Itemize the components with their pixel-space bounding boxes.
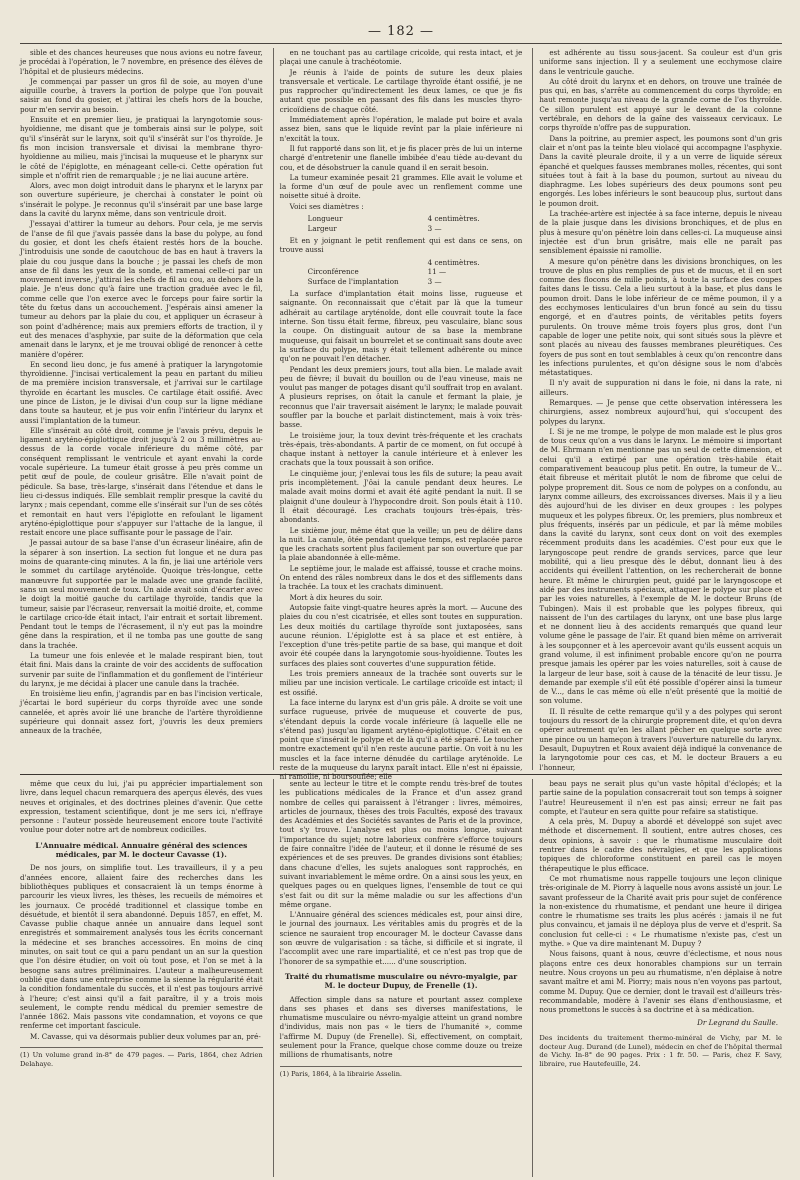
paragraph: Et en y joignant le petit renflement qui est dans ce sens, on trouve aussi — [279, 236, 523, 255]
footnote: (1) Paris, 1864, à la librairie Asselin. — [280, 1066, 523, 1079]
paragraph: Voici ses diamètres : — [289, 201, 364, 211]
paragraph: Affection simple dans sa nature et pourtant assez complexe dans ses phases et dans ses diverses manifestations, le rhumatisme musculaire ou névro-myalgie atteint un grand nombre d'individus, mais non pas « le tiers de l'humanité », comme l'affirme M. Dupuy (de Frenelle). Si, effectivement, on comptait, seulement pour la France, quelque chose comme douze ou treize millions de rhumatisants, notre — [279, 994, 523, 1060]
measure-table-2 — [308, 258, 523, 287]
paragraph: même que ceux du lui, j'ai pu apprécier impartialement son livre, dans lequel chacun remarquera des aperçus élevés, des vues neuves et originales, et des doctrines pleines d'avenir. Que cette expression, testament scientifique, dont je me sers ici, n'effraye personne : l'auteur possède heureusement encore toute l'activité voulue pour doter notre art de nombreux codicilles. — [20, 779, 263, 835]
paragraph: Le cinquième jour, j'enlevai tous les fils de suture; la peau avait pris incomplètement. J'ôai la canule pendant deux heures. Le malade avait moins dormi et avait été agité pendant la nuit. Il se plaignit d'une douleur à l'hypocondre droit. Son pouls était à 110. Il était découragé. Les crachats toujours très-épais, très-abondants. — [279, 468, 523, 525]
paragraph: L'Annuaire général des sciences médicales est, pour ainsi dire, le journal des journaux. Les véritables amis du progrès et de la science ne sauraient trop encourager M. le docteur Cavasse dans son œuvre de vulgarisation : sa tâche, si difficile et si ingrate, il l'accomplit avec une rare impartialité, et ce n'est pas trop que de l'honorer de sa sympathie et...... d'une souscription. — [279, 910, 523, 966]
paragraph: beau pays ne serait plus qu'un vaste hôpital d'éclopés; et la partie saine de la population consacrerait tout son temps à soigner l'autre! Heureusement il n'en est pas ainsi; erreur ne fait pas compte, et l'auteur en sera quitte pour refaire sa statistique. — [539, 779, 783, 816]
paragraph: sente au lecteur le titre et le compte rendu très-bref de toutes les publications médicales de la France et d'un assez grand nombre de celles qui paraissent à l'étranger : livres, mémoires, articles de journaux, thèses des trois Facultés, exposé des travaux des Académies et des Sociétés savantes de Paris et de la province, tout s'y trouve. L'analyse est plus ou moins longue, suivant l'importance du sujet; notre laborieux confrère s'efforce toujours de faire connaître l'idée de l'auteur, et il donne le résumé de ses expériences et de ses preuves. De grandes divisions sont établies; dans chacune d'elles, les sujets analogues sont rapprochés, en suivant invariablement le même ordre. On a ainsi sous les yeux, en quelques pages ou en quelques lignes, l'ensemble de tout ce qui s'est fait ou dit sur la même maladie ou sur les affections d'un même organe. — [279, 779, 523, 909]
lower-section — [20, 779, 782, 1177]
paragraph: Le troisième jour, la toux devint très-fréquente et les crachats très-épais, très-abondants. A partir de ce moment, on fut occupé à chaque instant à nettoyer la canule intérieure et à enlever les crachats que la toux poussait à son orifice. — [279, 430, 523, 468]
paragraph: en ne touchant pas au cartilage cricoïde, qui resta intact, et je plaçai une canule à trachéotomie. — [279, 48, 523, 67]
page-number: — 182 — — [367, 24, 435, 39]
lower-column-3 — [532, 779, 782, 1177]
paragraph: est adhérente au tissu sous-jacent. Sa couleur est d'un gris uniforme sans injection. Il y a seulement une ecchymose claire dans le ventricule gauche. — [539, 48, 783, 76]
paragraph: II. Il résulte de cette remarque qu'il y a des polypes qui seront toujours du ressort de la chirurgie proprement dite, et qu'on devra opérer autrement qu'en les allant pêcher en quelque sorte avec une pince ou un hameçon à travers l'ouverture naturelle du larynx. Desault, Dupuytren et Roux avaient déjà indiqué la convenance de la laryngotomie pour ces cas, et M. le docteur Brauers a eu l'honneur, — [539, 706, 783, 772]
paragraph: Nous faisons, quant à nous, œuvre d'éclectisme, et nous nous plaçons entre ces deux honorables champions sur un terrain neutre. Nous croyons un peu au rhumatisme, n'en déplaise à notre savant maître et ami M. Piorry; mais nous n'en voyons pas partout, comme M. Dupuy. Que ce dernier, dont le travail est d'ailleurs très-recommandable, modère à l'avenir ses élans d'enthousiasme, et nous promettons le succès à sa doctrine et à sa médication. — [539, 949, 783, 1015]
paragraph: Autopsie faite vingt-quatre heures après la mort. — Aucune des plaies du cou n'est cicatrisée, et elles sont toutes en suppuration. Les deux moitiés du cartilage thyroïde sont juxtaposées, sans aucune réunion. L'épiglotte est à sa place et est entière, à l'exception d'une très-petite partie de sa base, qui manque et doit avoir été coupée dans la laryngotomie sous-hyoïdienne. Toutes les surfaces des plaies sont couvertes d'une suppuration fétide. — [279, 602, 523, 668]
paragraph: La trachée-artère est injectée à sa face interne, depuis le niveau de la plaie jusque dans les divisions bronchiques, et de plus en plus à mesure qu'on pénètre loin dans celles-ci. La muqueuse ainsi injectée est d'un brun grisâtre, mais elle ne paraît pas sensiblement épaissie ni ramollie. — [539, 209, 783, 256]
diameter-table — [308, 214, 523, 233]
paragraph: La tumeur examinée pesait 21 grammes. Elle avait le volume et la forme d'un œuf de poule avec un renflement comme une noisette situé à droite. — [279, 172, 523, 201]
measure-row: 4 centimètres. — [427, 257, 480, 267]
paragraph: Le septième jour, le malade est affaissé, tousse et crache moins. On entend des râles nombreux dans le dos et des sifflements dans la trachée. La toux et les crachats diminuent. — [279, 563, 523, 592]
paragraph: Alors, avec mon doigt introduit dans le pharynx et le larynx par son ouverture supérieure, je cherchai à constater le point où s'insérait le polype. Je reconnus qu'il s'insérait par une base large dans la cavité du larynx même, dans son ventricule droit. — [20, 181, 263, 219]
paragraph: Remarques. — Je pense que cette observation intéressera les chirurgiens, assez nombreux aujourd'hui, qui s'occupent des polypes du larynx. — [539, 397, 783, 426]
lower-column-2 — [273, 779, 523, 1177]
paragraph: De nos jours, on simplifie tout. Les travailleurs, il y a peu d'années encore, allaient faire des recherches dans les bibliothèques publiques et consacraient là un temps énorme à parcourir les vieux livres, les thèses, les recueils de mémoires et les journaux. Ce procédé traditionnel et classique tombe en désuétude, et bientôt il sera abandonné. Depuis 1857, en effet, M. Cavasse publie chaque année un annuaire dans lequel sont enregistrés et sommairement analysés tous les écrits concernant la médecine et ses branches accessoires. En moins de cinq minutes, on sait tout ce qui a paru pendant un an sur la question que l'on désire étudier, on voit où tout pose, et l'on se met à la besogne sans autres préliminaires. L'auteur a malheureusement oublié que dans une entreprise comme la sienne la régularité était la condition fondamentale du succès, et il n'est pas toujours arrivé à l'heure; c'est ainsi qu'il a fait paraître, il y a trois mois seulement, le compte rendu médical du premier semestre de l'année 1862. Mais passons vite condamnation, et voyons ce que renferme cet important fascicule. — [20, 863, 263, 1031]
annuaire-title: L'Annuaire médical. Annuaire général des sciences médicales, par M. le docteur Cavasse (1). — [35, 840, 248, 860]
upper-section — [20, 48, 783, 782]
paragraph: Elle s'insérait au côté droit, comme je l'avais prévu, depuis le ligament aryténo-épiglottique droit jusqu'à 2 ou 3 millimètres au-dessus de la corde vocale inférieure du même côté, par conséquent remplissant le ventricule et ayant envahi la corde vocale supérieure. La tumeur était grosse à peu près comme un petit œuf de poule, de couleur grisâtre. Elle n'avait point de pédicule. Sa base, très-large, s'insérait dans l'étendue et dans le lieu ci-dessus indiqués. Elle semblait remplir presque la cavité du larynx ; mais cependant, comme elle s'insérait sur l'un de ses côtés et remontait en haut vers l'épiglotte en refoulant le ligament aryténo-épiglottique pour s'appuyer sur l'attache de la langue, il restait encore une place suffisante pour le passage de l'air. — [20, 425, 263, 538]
paragraph: Mort à dix heures du soir. — [289, 592, 383, 602]
paragraph: La face interne du larynx est d'un gris pâle. A droite se voit une surface rugueuse, privée de muqueuse et couverte de pus, s'étendant depuis la corde vocale inférieure (à laquelle elle ne s'étend pas) jusqu'au ligament aryténo-épiglottique. C'était en ce point que s'insérait le polype et de là qu'il a été séparé. Le toucher montre exactement qu'il n'en reste aucune partie. On voit à nu les muscles et la face interne dénudée du cartilage aryténoïde. Le reste de la muqueuse du larynx paraît intact. Elle n'est ni épaissie, ni ramollie, ni boursouflée; elle — [279, 697, 523, 782]
paragraph: Immédiatement après l'opération, le malade put boire et avala assez bien, sans que le liquide revînt par la plaie inférieure ni n'excitât la toux. — [279, 115, 523, 143]
paragraph: Je réunis à l'aide de points de suture les deux plaies transversale et verticale. Le cartilage thyroïde étant ossifié, je ne pus rapprocher qu'indirectement les deux lames, ce que je fis autant que possible en passant des fils dans les muscles thyro-cricoïdiens de chaque côté. — [279, 67, 523, 114]
rheumatism-title: Traité du rhumatisme musculaire ou névro-myalgie, par M. le docteur Dupuy, de Frenelle (1). — [284, 971, 518, 991]
paragraph: Les trois premiers anneaux de la trachée sont ouverts sur le milieu par une incision verticale. Le cartilage cricoïde est intact; il est ossifié. — [279, 669, 523, 697]
paragraph: A mesure qu'on pénètre dans les divisions bronchiques, on les trouve de plus en plus remplies de pus et de mucus, et il en sort comme des flocons de mille points, à toute la surface des coupes faites dans le tissu. Cela a lieu surtout à la base, et plus dans le poumon droit. Dans le lobe inférieur de ce même poumon, il y a des ecchymoses lenticulaires d'un brun foncé au sein du tissu engorgé, et en d'autres points, de véritables petits foyers purulents. On trouve même trois foyers plus gros, dont l'un capable de loger une petite noix, qui sont situés sous la plèvre et sont placés au niveau des fausses membranes pleurétiques. Ces foyers de pus sont en tout semblables à ceux qu'on rencontre dans les infections purulentes, et qu'on désigne sous le nom d'abcès métastatiques. — [539, 256, 783, 378]
paragraph: Ce mot rhumatisme nous rappelle toujours une leçon clinique très-originale de M. Piorry à laquelle nous avons assisté un jour. Le savant professeur de la Charité avait pris pour sujet de conférence la non-existence du rhumatisme, et pendant une heure il dirigea contre le rhumatisme ses traits les plus acérés : jamais il ne fut plus convaincu, et jamais il ne déploya plus de verve et d'esprit. Sa conclusion fut celle-ci : « Le rhumatisme n'existe pas, c'est un mythe. » Que va dire maintenant M. Dupuy ? — [539, 873, 783, 949]
paragraph: Le sixième jour, même état que la veille; un peu de délire dans la nuit. La canule, ôtée pendant quelque temps, est replacée parce que les crachats sortent plus facilement par son ouverture que par la plaie abandonnée à elle-même. — [279, 525, 523, 563]
upper-column-1 — [20, 48, 263, 770]
paragraph: sible et des chances heureuses que nous avions eu notre faveur, je procédai à l'opération, le 7 novembre, en présence des élèves de l'hôpital et de plusieurs médecins. — [20, 48, 263, 76]
paragraph: Je commençai par passer un gros fil de soie, au moyen d'une aiguille courbe, à travers la portion de polype que l'on pouvait saisir au fond du gosier, et j'attirai les chefs hors de la bouche, pour m'en servir au besoin. — [20, 76, 263, 114]
upper-column-3 — [532, 48, 782, 770]
author-signature: Dr Legrand du Saulle. — [697, 1018, 779, 1028]
paragraph: Ensuite et en premier lieu, je pratiquai la laryngotomie sous-hyoïdienne, me disant que je tomberais ainsi sur le polype, soit qu'il s'insérât sur le larynx, soit qu'il s'insérât sur l'os thyroïde. Je fis mon incision transversale et divisai la membrane thyro-hyoïdienne au milieu, mais j'incisai la muqueuse et le pharynx sur le côté de l'épiglotte, en ménageant celle-ci. Cette opération fut simple et n'offrit rien de remarquable ; je ne liai aucune artère. — [20, 115, 263, 180]
paragraph: En troisième lieu enfin, j'agrandis par en bas l'incision verticale, j'écartai le bord supérieur du corps thyroïde avec une sonde cannelée, et après avoir lié une branche de l'artère thyroïdienne supérieure qui donnait assez fort, j'ouvris les deux premiers anneaux de la trachée, — [20, 689, 263, 736]
paragraph: Je passai autour de sa base l'anse d'un écraseur linéaire, afin de la séparer à son insertion. La section fut longue et ne dura pas moins de quarante-cinq minutes. A la fin, je liai une artériole vers le sommet du cartilage aryténoïde. Quoique très-longue, cette manœuvre fut supportée par le malade avec une grande facilité, sans un seul mouvement de toux. Un aide avait soin d'écarter avec le doigt la moitié gauche du cartilage thyroïde, tandis que la tumeur, saisie par l'écraseur, renversait la moitié droite, et, comme le cartilage crico-ïde était intact, l'air entrait et sortait librement. Pendant tout le temps de l'écrasement, il n'y eut pas la moindre gêne dans la respiration, et il ne tomba pas une goutte de sang dans la trachée. — [20, 538, 263, 650]
paragraph: M. Cavasse, qui va désormais publier deux volumes par an, pré- — [30, 1031, 261, 1041]
paragraph: La tumeur une fois enlevée et le malade respirant bien, tout était fini. Mais dans la crainte de voir des accidents de suffocation survenir par suite de l'inflammation et du gonflement de l'intérieur du larynx, je me décidai à placer une canule dans la trachée. — [20, 651, 263, 688]
header-rule — [20, 43, 782, 44]
paragraph: Pendant les deux premiers jours, tout alla bien. Le malade avait peu de fièvre; il buvait du bouillon ou de l'eau vineuse, mais ne voulut pas manger de potages disant qu'il souffrait trop en avalant. A plusieurs reprises, on ôtait la canule et fermant la plaie, je reconnus que l'air traversait aisément le larynx; le malade pouvait souffler par la bouche et parlait distinctement, mais à voix très-basse. — [279, 364, 523, 430]
paragraph: Au côté droit du larynx et en dehors, on trouve une traînée de pus qui, en bas, s'arrête au commencement du corps thyroïde; en haut remonte jusqu'au niveau de la grande corne de l'os thyroïde. Ce sillon purulent est appuyé sur le devant de la colonne vertébrale, en dehors de la gaîne des vaisseaux cervicaux. Le corps thyroïde n'offre pas de suppuration. — [539, 76, 783, 133]
paragraph: En second lieu donc, je fus amené à pratiquer la laryngotomie thyroïdienne. J'incisai verticalement la peau en partant du milieu de ma première incision transversale, et j'arrivai sur le cartilage thyroïde en écartant les muscles. Ce cartilage était ossifié. Avec une pince de Liston, je le divisai d'un coup sur la ligne médiane dans toute sa hauteur, et je pus voir enfin l'intérieur du larynx et aussi l'implantation de la tumeur. — [20, 359, 263, 425]
lower-column-1 — [20, 779, 263, 1177]
upper-column-2 — [273, 48, 523, 782]
paragraph: Dans la poitrine, au premier aspect, les poumons sont d'un gris clair et n'ont pas la teinte bleu violacé qui accompagne l'asphyxie. Dans la cavité pleurale droite, il y a un verre de liquide séreux épanché et quelques fausses membranes molles, récentes, qui sont situées tout à fait à la base du poumon, surtout au niveau du diaphragme. Les lobes supérieurs des deux poumons sont peu engorgés. Les lobes inférieurs le sont beaucoup plus, surtout dans le poumon droit. — [539, 133, 783, 208]
measure-row: Longueur 4 centimètres. — [307, 214, 480, 224]
footnote: (1) Un volume grand in-8° de 479 pages. — Paris, 1864, chez Adrien Delahaye. — [20, 1047, 263, 1068]
paragraph: Il n'y avait de suppuration ni dans le foie, ni dans la rate, ni ailleurs. — [539, 378, 783, 397]
paragraph: La surface d'implantation était moins lisse, rugueuse et saignante. On reconnaissait que c'était par là que la tumeur adhérait au cartilage aryténoïde, dont elle couvrait toute la face interne. Son tissu était ferme, fibreux, peu vasculaire, blanc sous la coupe. On distinguait autour de sa base la membrane muqueuse, qui faisait un bourrelet et se continuait sans doute avec la surface du polype, mais y était tellement adhérente ou mince qu'on ne pouvait l'en détacher. — [279, 289, 523, 364]
book-notice: Des incidents du traitement thermo-minéral de Vichy, par M. le docteur Aug. Durand (de Lunel), médecin en chef de l'hôpital thermal de Vichy. In-8° de 90 pages. Prix : 1 fr. 50. — Paris, chez F. Savy, libraire, rue Hautefeuille, 24. — [539, 1033, 783, 1069]
paragraph: I. Si je ne me trompe, le polype de mon malade est le plus gros de tous ceux qu'on a vus dans le larynx. Le mémoire si important de M. Ehrmann n'en mentionne pas un seul de cette dimension, et celui qu'il a extirpé par une opération très-habile était comparativement beaucoup plus petit. En outre, la tumeur de V... était fibreuse et méritait plutôt le nom de fibrome que celui de polype proprement dit. Sous ce nom de polypes on a confondu, au larynx comme ailleurs, des excroissances diverses. Mais il y a lieu dès aujourd'hui de les diviser en deux groupes : les polypes muqueux et les polypes fibreux. Or, les premiers, plus nombreux et plus fréquents, insérés par un pédicule, et par là même mobiles dans la cavité du larynx, sont ceux dont on voit des exemples récemment produits dans les académies. C'est pour eux que le laryngoscope peut rendre de grands services, parce que leur mobilité, qui a lieu presque dès le début, donnant lieu à des accidents qui éveillent l'attention, on les rechercherait de bonne heure. Et même le chirurgien peut, guidé par le laryngoscope et aidé par des instruments spéciaux, attaquer le polype sur place et par les voies naturelles, à l'exemple de M. le docteur Bruns (de Tubingen). Mais il est probable que les polypes fibreux, qui naissent de l'un des cartilages du larynx, ont une base plus large et ne donnent lieu à des accidents remarqués que quand leur volume gêne le passage de l'air. Et quand bien même on arriverait à les soupçonner et à les apercevoir avant qu'ils eussent acquis un grand volume, il est infiniment probable encore qu'on ne pourra presque jamais les opérer par les voies naturelles, soit à cause de la largeur de leur base, soit à cause de la ténacité de leur tissu. Je demande par exemple s'il eût été possible d'opérer ainsi la tumeur de V..., dans le cas même où elle n'eût présenté que la moitié de son volume. — [539, 426, 783, 706]
paragraph: A cela près, M. Dupuy a abordé et développé son sujet avec méthode et discernement. Il soutient, entre autres choses, ces deux opinions, à savoir : que le rhumatisme musculaire doit rentrer dans le cadre des névralgies, et que les applications topiques de chloroforme constituent en pareil cas le moyen thérapeutique le plus efficace. — [539, 817, 783, 873]
measure-row: Circonférence 11 — — [307, 267, 447, 277]
measure-row: Surface de l'implantation 3 — — [307, 276, 442, 286]
page-header — [20, 18, 782, 48]
paragraph: Il fut rapporté dans son lit, et je fis placer près de lui un interne chargé d'entretenir une flanelle imbibée d'eau tiède au-devant du cou, et de désobstruer la canule quand il en serait besoin. — [279, 143, 523, 172]
measure-row: Largeur 3 — — [307, 223, 442, 233]
paragraph: J'essayai d'attirer la tumeur au dehors. Pour cela, je me servis de l'anse de fil que j'avais passée dans la base du polype, au fond du gosier, et dont les chefs étaient restés hors de la bouche. J'introduisis une sonde de caoutchouc de bas en haut à travers la plaie du cou jusque dans la bouche ; je passai les chefs de mon anse de fil dans les yeux de la sonde, et ramenai celle-ci par un mouvement inverse, j'attirai les chefs de fil au cou, au dehors de la plaie. Je n'eus donc qu'à faire une traction graduée avec le fil, comme celle que l'on exerce avec le forceps pour faire sortir la tête du fœtus dans un accouchement. J'espérais ainsi amener la tumeur au dehors par la plaie du cou, et appliquer un écraseur à son point d'adhérence; mais aux premiers efforts de traction, il y eut des menaces d'asphyxie, par suite de la déformation que cela amenait dans le larynx, et je me trouvai obligé de renoncer à cette manière d'opérer. — [20, 219, 263, 359]
